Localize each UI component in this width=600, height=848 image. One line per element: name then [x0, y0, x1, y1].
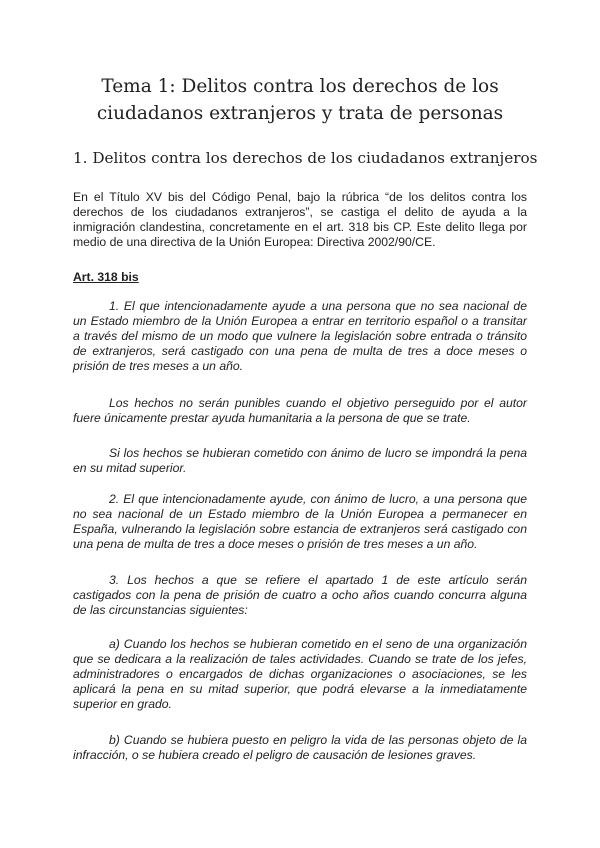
document-title — [60, 73, 540, 127]
article-paragraph-1: 1. El que intencionadamente ayude a una persona que no sea nacional de un Estado miembro de la Unión Europea a entrar en territorio español o a transitar a través del mismo de un modo que vulnere la legislación sobre entrada o tránsito de extranjeros, será castigado con una pena de multa de tres a doce meses o prisión de tres meses a un año. — [73, 299, 527, 373]
article-paragraph-6: a) Cuando los hechos se hubieran cometido en el seno de una organización que se dedicara a la realización de tales actividades. Cuando se trate de los jefes, administradores o encargados de dichas organizaciones o asociaciones, se les aplicará la pena en su mitad superior, que podrá elevarse a la inmediatamente superior en grado. — [73, 637, 527, 711]
article-paragraph-5: 3. Los hechos a que se refiere el apartado 1 de este artículo serán castigados con la pena de prisión de cuatro a ocho años cuando concurra alguna de las circunstancias siguientes: — [73, 573, 527, 617]
title-line-1: Tema 1: Delitos contra los derechos de los — [101, 76, 499, 97]
intro-paragraph: En el Título XV bis del Código Penal, bajo la rúbrica “de los delitos contra los derechos de los ciudadanos extranjeros”, se castiga el delito de ayuda a la inmigración clandestina, concretamente en el art. 318 bis CP. Este delito llega por medio de una directiva de la Unión Europea: Directiva 2002/90/CE. — [73, 190, 527, 249]
article-paragraph-2: Los hechos no serán punibles cuando el objetivo perseguido por el autor fuere únicamente prestar ayuda humanitaria a la persona de que se trate. — [73, 396, 527, 425]
article-paragraph-4: 2. El que intencionadamente ayude, con ánimo de lucro, a una persona que no sea nacional de un Estado miembro de la Unión Europea a permanecer en España, vulnerando la legislación sobre estancia de extranjeros será castigado con una pena de multa de tres a doce meses o prisión de tres meses a un año. — [73, 492, 527, 551]
title-line-2: ciudadanos extranjeros y trata de personas — [96, 103, 504, 124]
article-heading: Art. 318 bis — [73, 270, 139, 284]
article-paragraph-7: b) Cuando se hubiera puesto en peligro la vida de las personas objeto de la infracción, o se hubiera creado el peligro de causación de lesiones graves. — [73, 733, 527, 762]
section-heading: 1. Delitos contra los derechos de los ciudadanos extranjeros — [73, 149, 538, 167]
article-paragraph-3: Si los hechos se hubieran cometido con ánimo de lucro se impondrá la pena en su mitad superior. — [73, 446, 527, 475]
